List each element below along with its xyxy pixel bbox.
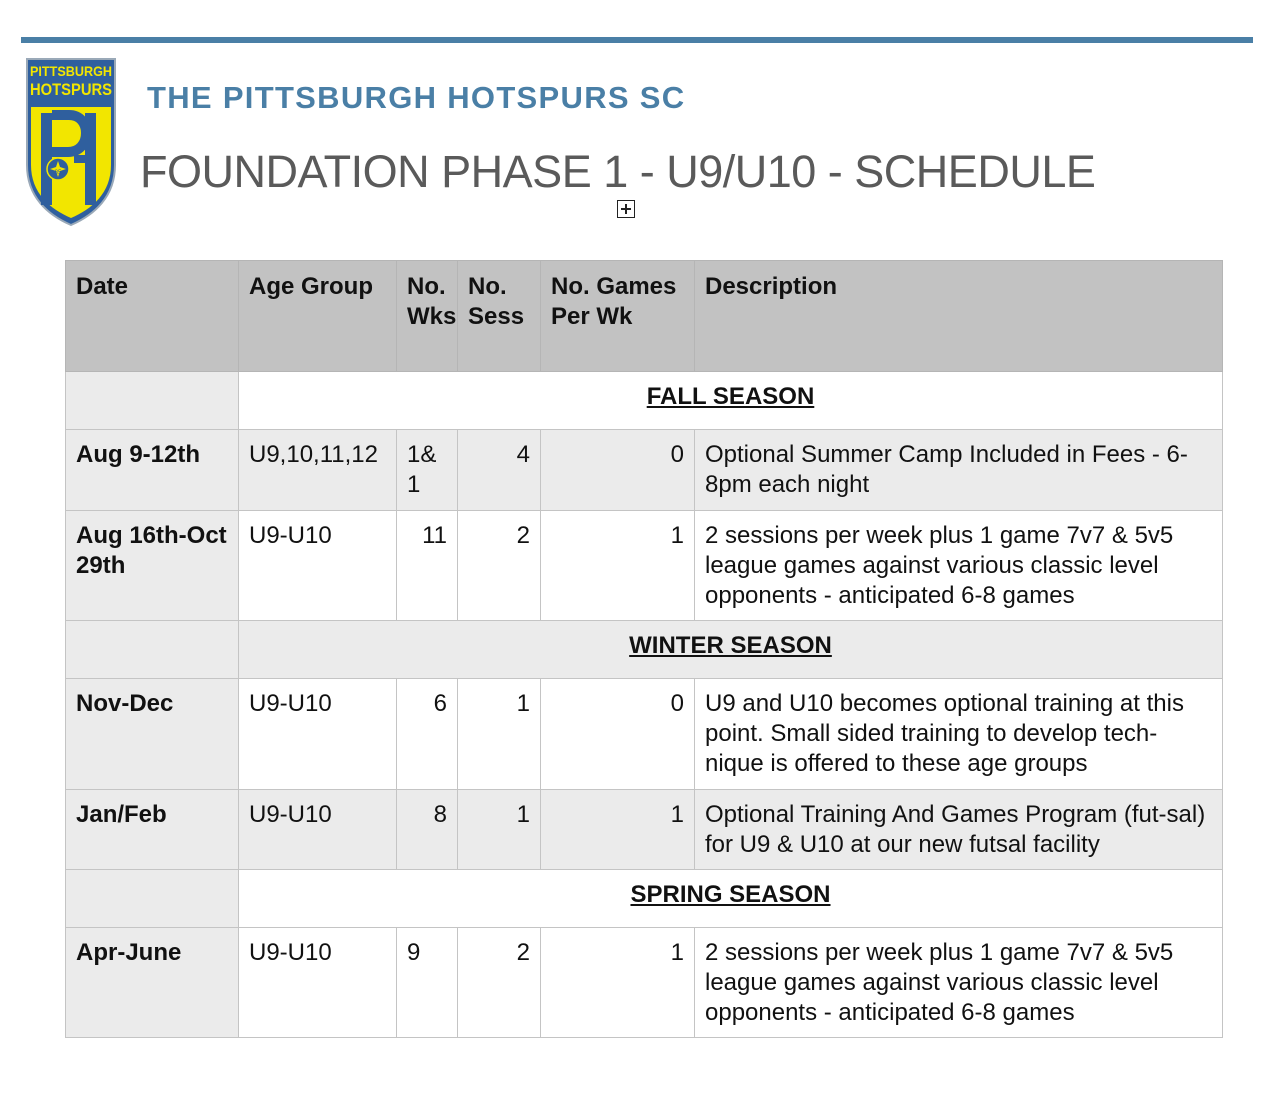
- games-cell: 1: [541, 511, 695, 621]
- sessions-cell: 1: [458, 679, 541, 790]
- season-label-spring: SPRING SEASON: [239, 870, 1223, 928]
- column-header-weeks: No. Wks: [397, 261, 458, 372]
- season-row-winter: [66, 621, 1223, 679]
- weeks-cell: 8: [397, 790, 458, 870]
- age-group-cell: U9-U10: [239, 679, 397, 790]
- season-label-fall: FALL SEASON: [239, 372, 1223, 430]
- sessions-cell: 4: [458, 430, 541, 511]
- table-row: [66, 430, 1223, 511]
- date-cell: Apr-June: [66, 928, 239, 1038]
- games-cell: 0: [541, 430, 695, 511]
- sessions-cell: 2: [458, 928, 541, 1038]
- table-row: [66, 679, 1223, 790]
- weeks-cell: 9: [397, 928, 458, 1038]
- document-title: FOUNDATION PHASE 1 - U9/U10 - SCHEDULE: [140, 146, 1096, 197]
- description-cell: 2 sessions per week plus 1 game 7v7 & 5v5 league games against various classic level opponents - anticipated 6-8 games: [695, 928, 1223, 1038]
- date-cell: Nov-Dec: [66, 679, 239, 790]
- age-group-cell: U9-U10: [239, 928, 397, 1038]
- crest-text-hotspurs: HOTSPURS: [30, 80, 112, 99]
- date-cell: Aug 9-12th: [66, 430, 239, 511]
- description-cell: U9 and U10 becomes optional training at this point. Small sided training to develop tech-nique is offered to these age groups: [695, 679, 1223, 790]
- sessions-cell: 1: [458, 790, 541, 870]
- column-header-date: Date: [66, 261, 239, 372]
- season-row-spring: [66, 870, 1223, 928]
- games-cell: 1: [541, 928, 695, 1038]
- crest-text-85: 85: [54, 170, 62, 176]
- column-header-games-per-week: No. Games Per Wk: [541, 261, 695, 372]
- table-header-row: [66, 261, 1223, 372]
- description-cell: 2 sessions per week plus 1 game 7v7 & 5v5 league games against various classic level opponents - anticipated 6-8 games: [695, 511, 1223, 621]
- weeks-cell: 11: [397, 511, 458, 621]
- date-cell: Jan/Feb: [66, 790, 239, 870]
- top-rule: [21, 37, 1253, 43]
- table-row: [66, 928, 1223, 1038]
- club-name: THE PITTSBURGH HOTSPURS SC: [147, 80, 686, 115]
- weeks-cell: 1& 1: [397, 430, 458, 511]
- age-group-cell: U9,10,11,12: [239, 430, 397, 511]
- season-spacer-cell: [66, 870, 239, 928]
- age-group-cell: U9-U10: [239, 790, 397, 870]
- description-cell: Optional Summer Camp Included in Fees - 6-8pm each night: [695, 430, 1223, 511]
- season-label-winter: WINTER SEASON: [239, 621, 1223, 679]
- age-group-cell: U9-U10: [239, 511, 397, 621]
- games-cell: 0: [541, 679, 695, 790]
- season-row-fall: [66, 372, 1223, 430]
- column-header-sessions: No. Sess: [458, 261, 541, 372]
- season-spacer-cell: [66, 621, 239, 679]
- table-row: [66, 511, 1223, 621]
- schedule-table: [65, 260, 1223, 1038]
- club-crest-logo: [24, 57, 118, 227]
- season-spacer-cell: [66, 372, 239, 430]
- column-header-description: Description: [695, 261, 1223, 372]
- description-cell: Optional Training And Games Program (fut-sal) for U9 & U10 at our new futsal facility: [695, 790, 1223, 870]
- crest-text-pittsburgh: PITTSBURGH: [30, 63, 112, 79]
- sessions-cell: 2: [458, 511, 541, 621]
- date-cell: Aug 16th-Oct 29th: [66, 511, 239, 621]
- games-cell: 1: [541, 790, 695, 870]
- table-row: [66, 790, 1223, 870]
- column-header-age-group: Age Group: [239, 261, 397, 372]
- table-select-handle-icon[interactable]: [617, 200, 635, 218]
- weeks-cell: 6: [397, 679, 458, 790]
